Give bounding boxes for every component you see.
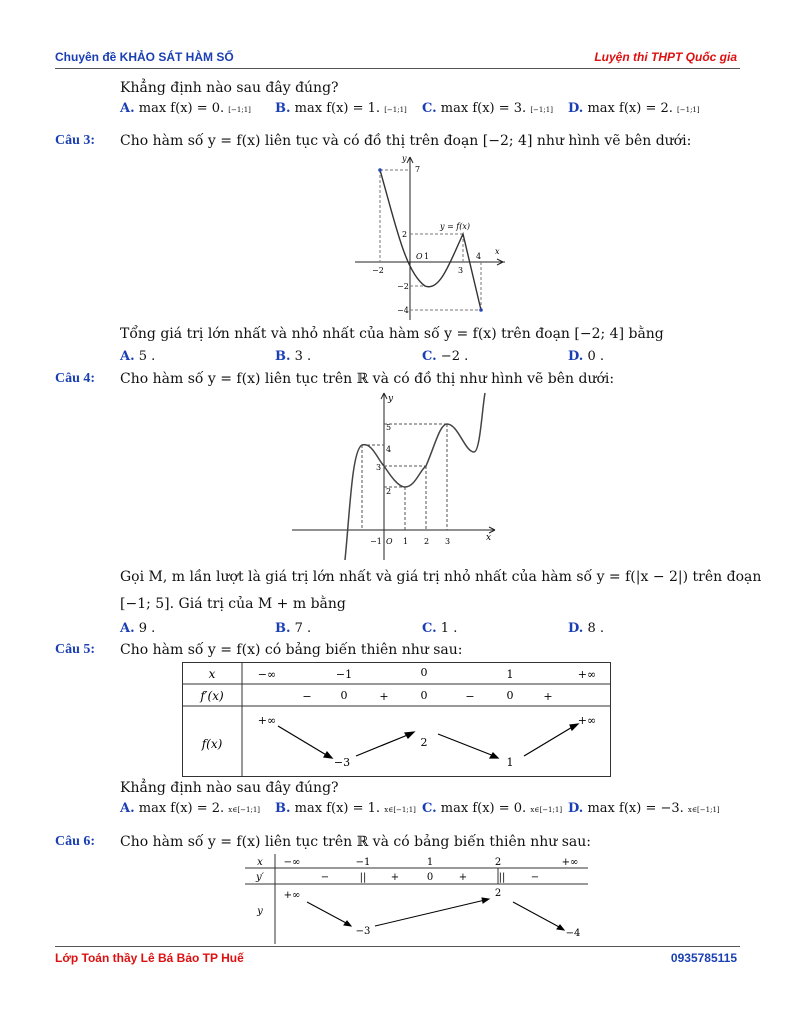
q3-option-c (422, 349, 468, 364)
q3-option-a (120, 349, 155, 364)
q3-option-b (275, 349, 311, 364)
q6-yp-val: − (530, 872, 540, 883)
q5-option-a (120, 801, 260, 816)
q4-xtick: 3 (445, 537, 451, 546)
q4-ytick: 4 (386, 445, 392, 454)
q5-option-d (568, 801, 720, 816)
header-title-right: Luyện thi THPT Quốc gia (594, 50, 737, 64)
q3-ytick: −2 (397, 282, 409, 291)
q2-prompt: Khẳng định nào sau đây đúng? (120, 80, 339, 96)
q6-x-val: +∞ (561, 857, 579, 868)
q6-yp-val: 0 (426, 872, 434, 883)
q5-option-c (422, 801, 562, 816)
q4-label: Câu 4: (55, 371, 96, 386)
option-text: 5 . (138, 349, 156, 364)
option-label: C. (422, 349, 437, 364)
option-text: 7 . (294, 621, 312, 636)
q6-row-yp: y′ (256, 872, 264, 883)
option-label: B. (275, 801, 291, 816)
option-label: A. (120, 349, 135, 364)
q4-y-label: y (388, 394, 394, 404)
option-sub: [−1;1] (677, 106, 700, 114)
option-text: max f(x) = −3. (587, 801, 684, 816)
option-text: 3 . (294, 349, 312, 364)
q3-x-label: x (495, 247, 500, 256)
option-label: B. (275, 349, 291, 364)
q3-label: Câu 3: (55, 133, 96, 148)
q6-y-val: −4 (565, 928, 581, 939)
option-label: C. (422, 621, 437, 636)
option-text: max f(x) = 1. (294, 101, 381, 116)
q4-xtick: −1 (370, 537, 382, 546)
option-text: max f(x) = 2. (587, 101, 673, 116)
q5-fp-val: 0 (340, 689, 348, 702)
option-sub: [−1;1] (228, 106, 251, 114)
q6-row-y: y (257, 906, 263, 917)
option-label: D. (568, 349, 584, 364)
q2-option-a (120, 101, 251, 116)
q3-ytick: 7 (415, 165, 421, 174)
q6-x-val: −∞ (283, 857, 301, 868)
option-text: 0 . (587, 349, 605, 364)
q5-f-val: −3 (333, 756, 351, 769)
q2-option-d (568, 101, 700, 116)
option-sub: x∈[−1;1] (384, 806, 416, 814)
q3-xtick: 3 (458, 266, 464, 275)
q3-xtick: 4 (476, 252, 482, 261)
option-label: A. (120, 621, 135, 636)
q6-text: Cho hàm số y = f(x) liên tục trên ℝ và có bảng biến thiên như sau: (120, 834, 592, 850)
q6-y-val: 2 (494, 888, 502, 899)
q4-graph (290, 390, 500, 562)
q4-ytick: 5 (386, 423, 392, 432)
q5-fp-val: 0 (506, 689, 514, 702)
q5-f-val: 1 (506, 756, 514, 769)
q3-question: Tổng giá trị lớn nhất và nhỏ nhất của hàm số y = f(x) trên đoạn [−2; 4] bằng (120, 326, 664, 342)
q6-yp-val: || (359, 872, 367, 883)
q3-ytick: 2 (402, 230, 408, 239)
q4-option-a (120, 621, 155, 636)
q5-row-f: f(x) (201, 737, 223, 751)
option-text: 8 . (587, 621, 605, 636)
q3-graph (355, 152, 515, 322)
q5-prompt: Khẳng định nào sau đây đúng? (120, 780, 339, 796)
q5-arrows (278, 724, 578, 758)
q3-origin: O (416, 252, 423, 261)
q3-ytick: −4 (397, 306, 409, 315)
q5-option-b (275, 801, 416, 816)
q3-one: 1 (424, 252, 430, 261)
option-text: 1 . (440, 621, 458, 636)
footer-rule (55, 946, 740, 947)
option-label: B. (275, 101, 291, 116)
option-text: max f(x) = 3. (440, 101, 527, 116)
q5-x-val: −∞ (257, 668, 277, 681)
q5-f-val: +∞ (257, 714, 277, 727)
q6-x-val: 2 (494, 857, 502, 868)
q6-row-x: x (257, 857, 263, 868)
q5-f-val: 2 (420, 736, 428, 749)
q4-option-b (275, 621, 311, 636)
q6-y-val: −3 (355, 926, 371, 937)
q4-xtick: O (386, 537, 393, 546)
q4-question-line2: [−1; 5]. Giá trị của M + m bằng (120, 596, 346, 612)
option-sub: x∈[−1;1] (228, 806, 261, 814)
q5-x-val: 0 (420, 666, 428, 679)
option-label: D. (568, 801, 584, 816)
option-text: max f(x) = 1. (294, 801, 381, 816)
q5-fp-val: 0 (420, 689, 428, 702)
option-label: C. (422, 101, 437, 116)
q5-text: Cho hàm số y = f(x) có bảng biến thiên như sau: (120, 642, 463, 658)
q5-fp-val: − (465, 690, 475, 703)
option-sub: x∈[−1;1] (530, 806, 563, 814)
q3-endpoint (479, 308, 483, 312)
q6-label: Câu 6: (55, 834, 96, 849)
q5-fp-val: + (543, 690, 553, 703)
header-rule (55, 68, 740, 69)
q6-yp-val: − (320, 872, 330, 883)
option-sub: [−1;1] (384, 106, 407, 114)
option-text: −2 . (440, 349, 469, 364)
q2-option-c (422, 101, 553, 116)
q5-row-x: x (208, 667, 216, 681)
q4-option-c (422, 621, 457, 636)
q4-ytick: 2 (386, 487, 392, 496)
q4-option-d (568, 621, 604, 636)
q3-curve-label: y = f(x) (440, 222, 471, 231)
q6-y-val: +∞ (283, 890, 301, 901)
q5-x-val: −1 (335, 668, 353, 681)
q5-fp-val: − (302, 690, 312, 703)
q6-yp-val: + (458, 872, 468, 883)
q5-f-val: +∞ (577, 714, 597, 727)
option-label: A. (120, 101, 135, 116)
option-text: max f(x) = 0. (138, 101, 225, 116)
q4-question-line1: Gọi M, m lần lượt là giá trị lớn nhất và giá trị nhỏ nhất của hàm số y = f(|x − 2|) trên đoạn (120, 569, 762, 585)
q5-x-val: +∞ (577, 668, 597, 681)
q6-variation-table (245, 854, 590, 944)
footer-right: 0935785115 (670, 951, 737, 965)
option-sub: [−1;1] (530, 106, 553, 114)
q4-x-label: x (486, 533, 492, 543)
q5-label: Câu 5: (55, 642, 96, 657)
q4-text: Cho hàm số y = f(x) liên tục trên ℝ và có đồ thị như hình vẽ bên dưới: (120, 371, 615, 387)
q6-x-val: −1 (355, 857, 371, 868)
q3-xtick: −2 (372, 266, 384, 275)
option-text: max f(x) = 2. (138, 801, 225, 816)
option-text: 9 . (138, 621, 156, 636)
q3-endpoint (378, 168, 382, 172)
q6-yp-val: + (390, 872, 400, 883)
q5-fp-val: + (379, 690, 389, 703)
footer-left: Lớp Toán thầy Lê Bá Bảo TP Huế (55, 951, 244, 965)
q5-x-val: 1 (506, 668, 514, 681)
option-label: D. (568, 101, 584, 116)
q4-xtick: 2 (424, 537, 430, 546)
q4-curve (345, 393, 485, 560)
q4-xtick: 1 (403, 537, 409, 546)
q3-option-d (568, 349, 604, 364)
q5-row-fp: f′(x) (200, 689, 224, 703)
q6-x-val: 1 (426, 857, 434, 868)
option-label: C. (422, 801, 437, 816)
q3-curve (380, 170, 481, 310)
q2-option-b (275, 101, 407, 116)
option-label: D. (568, 621, 584, 636)
q3-text: Cho hàm số y = f(x) liên tục và có đồ thị trên đoạn [−2; 4] như hình vẽ bên dưới: (120, 133, 692, 149)
option-sub: x∈[−1;1] (687, 806, 720, 814)
q6-arrows (307, 898, 564, 930)
option-label: A. (120, 801, 135, 816)
q4-ytick: 3 (376, 463, 382, 472)
option-text: max f(x) = 0. (440, 801, 527, 816)
header-title-left: Chuyên đề KHẢO SÁT HÀM SỐ (55, 50, 234, 64)
q6-yp-val: || (498, 872, 506, 883)
q5-variation-table (182, 662, 612, 778)
option-label: B. (275, 621, 291, 636)
q3-y-label: y (402, 154, 407, 163)
